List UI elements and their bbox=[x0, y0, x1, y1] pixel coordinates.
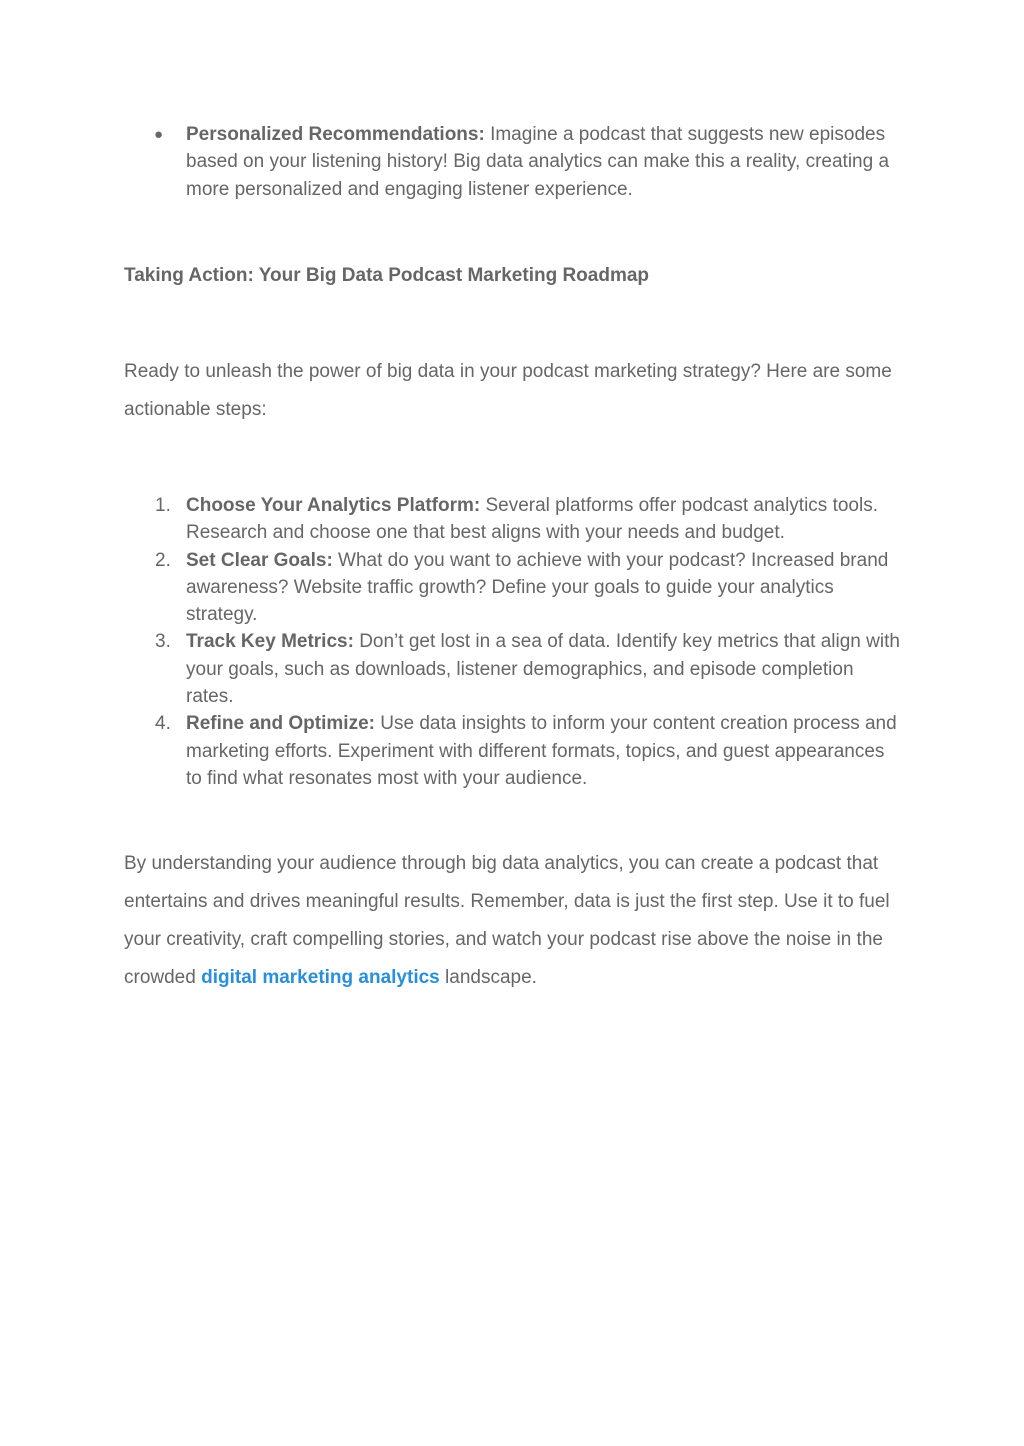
step-bold-label: Set Clear Goals: bbox=[186, 549, 333, 571]
list-item bbox=[124, 710, 904, 792]
step-body: Don’t get lost in a sea of data. Identify key metrics that align with your goals, such as downloads, listener demographics, and episode completion rates. bbox=[186, 631, 900, 708]
bullet-bold-label: Personalized Recommendations: bbox=[186, 124, 485, 145]
step-text bbox=[186, 710, 904, 792]
step-body: Several platforms offer podcast analytics tools. Research and choose one that best aligns with your needs and budget. bbox=[186, 495, 878, 544]
digital-marketing-analytics-link[interactable]: digital marketing analytics bbox=[201, 967, 440, 988]
step-bold-label: Track Key Metrics: bbox=[186, 631, 354, 653]
section-heading: Taking Action: Your Big Data Podcast Marketing Roadmap bbox=[124, 265, 650, 286]
list-item bbox=[124, 492, 904, 547]
list-item bbox=[124, 628, 904, 710]
closing-text-after: landscape. bbox=[439, 967, 537, 988]
step-number: 3. bbox=[155, 631, 171, 653]
step-text bbox=[186, 492, 904, 547]
bullet-body: Imagine a podcast that suggests new episodes based on your listening history! Big data analytics can make this a reality, creating a more personalized and engaging listener experience. bbox=[186, 124, 890, 200]
bullet-text bbox=[186, 121, 904, 203]
intro-paragraph: Ready to unleash the power of big data in your podcast marketing strategy? Here are some actionable steps: bbox=[124, 361, 892, 420]
step-body: Use data insights to inform your content creation process and marketing efforts. Experiment with different formats, topics, and guest appearances to find what resonates most with your audience. bbox=[186, 713, 897, 789]
closing-text-before: By understanding your audience through big data analytics, you can create a podcast that entertains and drives meaningful results. Remember, data is just the first step. Use it to fuel your creativity, craft compelling stories, and watch your podcast rise above the noise in the crowded bbox=[124, 853, 890, 988]
step-number: 4. bbox=[155, 713, 171, 735]
closing-paragraph bbox=[124, 845, 904, 997]
steps-list bbox=[124, 492, 904, 792]
step-number: 1. bbox=[155, 495, 171, 516]
step-text bbox=[186, 628, 904, 710]
list-item bbox=[124, 121, 904, 203]
step-body: What do you want to achieve with your podcast? Increased brand awareness? Website traffic growth? Define your goals to guide your analytics strategy. bbox=[186, 549, 889, 626]
step-bold-label: Choose Your Analytics Platform: bbox=[186, 495, 481, 516]
step-number: 2. bbox=[155, 549, 171, 571]
bullet-list bbox=[124, 121, 904, 203]
list-item bbox=[124, 547, 904, 629]
step-bold-label: Refine and Optimize: bbox=[186, 713, 375, 735]
bullet-marker: ● bbox=[154, 126, 164, 143]
step-text bbox=[186, 547, 904, 629]
